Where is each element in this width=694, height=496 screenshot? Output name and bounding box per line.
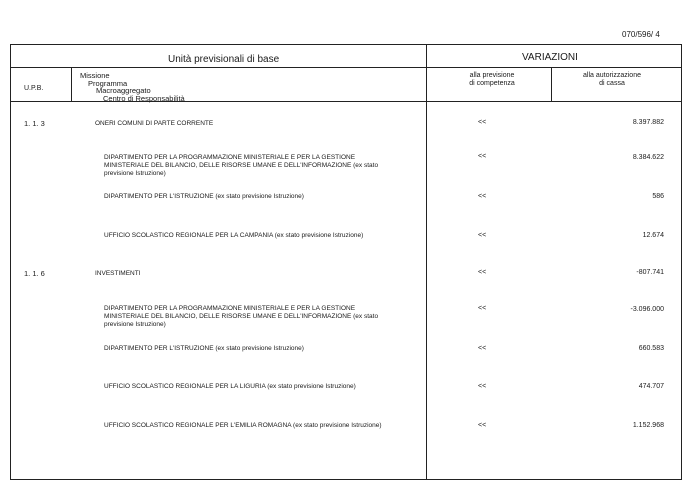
cassa-value: 12.674 bbox=[642, 232, 664, 239]
competenza-value: << bbox=[478, 193, 487, 200]
competenza-value: << bbox=[478, 119, 487, 126]
column-divider-upb bbox=[71, 67, 72, 101]
cassa-value: 8.397.882 bbox=[632, 119, 664, 126]
row-description: DIPARTIMENTO PER L'ISTRUZIONE (ex stato previsione Istruzione) bbox=[104, 193, 304, 200]
row-description: UFFICIO SCOLASTICO REGIONALE PER LA LIGURIA (ex stato previsione Istruzione) bbox=[104, 383, 356, 390]
row-description: INVESTIMENTI bbox=[95, 270, 141, 277]
hierarchy-macroaggregato: Macroaggregato bbox=[96, 86, 151, 95]
column-divider-variazioni bbox=[426, 45, 427, 479]
competenza-value: << bbox=[478, 305, 487, 312]
hierarchy-missione: Missione bbox=[80, 71, 110, 80]
competenza-value: << bbox=[478, 345, 487, 352]
competenza-value: << bbox=[478, 269, 487, 276]
upb-code: 1. 1. 6 bbox=[24, 269, 45, 278]
cassa-line-2: di cassa bbox=[599, 80, 625, 87]
upb-code: 1. 1. 3 bbox=[24, 119, 45, 128]
cassa-value: 660.583 bbox=[638, 345, 664, 352]
header-divider bbox=[11, 67, 681, 68]
row-description: DIPARTIMENTO PER L'ISTRUZIONE (ex stato previsione Istruzione) bbox=[104, 345, 304, 352]
competenza-value: << bbox=[478, 153, 487, 160]
hierarchy-programma: Programma bbox=[88, 78, 128, 88]
budget-table bbox=[10, 44, 682, 480]
cassa-value: 1.152.968 bbox=[632, 422, 664, 429]
cassa-value: 586 bbox=[652, 193, 664, 200]
page-reference: 070/596/ 4 bbox=[622, 30, 660, 39]
row-description: ONERI COMUNI DI PARTE CORRENTE bbox=[95, 120, 214, 127]
cassa-header bbox=[574, 72, 650, 88]
competenza-line-2: di competenza bbox=[469, 80, 515, 87]
cassa-value: -3.096.000 bbox=[630, 306, 664, 313]
cassa-value: 474.707 bbox=[638, 383, 664, 390]
row-description: DIPARTIMENTO PER LA PROGRAMMAZIONE MINISTERIALE E PER LA GESTIONE MINISTERIALE DEL BILANCIO, DELLE RISORSE UMANE E DELL'INFORMAZIONE (ex stato previsione Istruzione) bbox=[104, 305, 379, 328]
cassa-value: -807.741 bbox=[636, 269, 664, 276]
row-description: DIPARTIMENTO PER LA PROGRAMMAZIONE MINISTERIALE E PER LA GESTIONE MINISTERIALE DEL BILANCIO, DELLE RISORSE UMANE E DELL'INFORMAZIONE (ex stato previsione Istruzione) bbox=[104, 154, 379, 177]
hierarchy-centro: Centro di Responsabilità bbox=[103, 93, 185, 103]
unita-previsionali-header: Unità previsionali di base bbox=[168, 54, 280, 65]
cassa-line-1: alla autorizzazione bbox=[583, 72, 641, 79]
competenza-line-1: alla previsione bbox=[469, 72, 515, 79]
competenza-value: << bbox=[478, 232, 487, 239]
cassa-value: 8.384.622 bbox=[632, 154, 664, 161]
upb-header: U.P.B. bbox=[24, 85, 44, 92]
competenza-value: << bbox=[478, 383, 487, 390]
row-description: UFFICIO SCOLASTICO REGIONALE PER L'EMILIA ROMAGNA (ex stato previsione Istruzione) bbox=[104, 422, 382, 429]
competenza-value: << bbox=[478, 422, 487, 429]
row-description: UFFICIO SCOLASTICO REGIONALE PER LA CAMPANIA (ex stato previsione Istruzione) bbox=[104, 232, 364, 239]
variazioni-header: VARIAZIONI bbox=[522, 52, 578, 63]
competenza-header bbox=[460, 72, 524, 88]
column-divider-cassa bbox=[551, 67, 552, 101]
hierarchy-header bbox=[80, 72, 185, 102]
